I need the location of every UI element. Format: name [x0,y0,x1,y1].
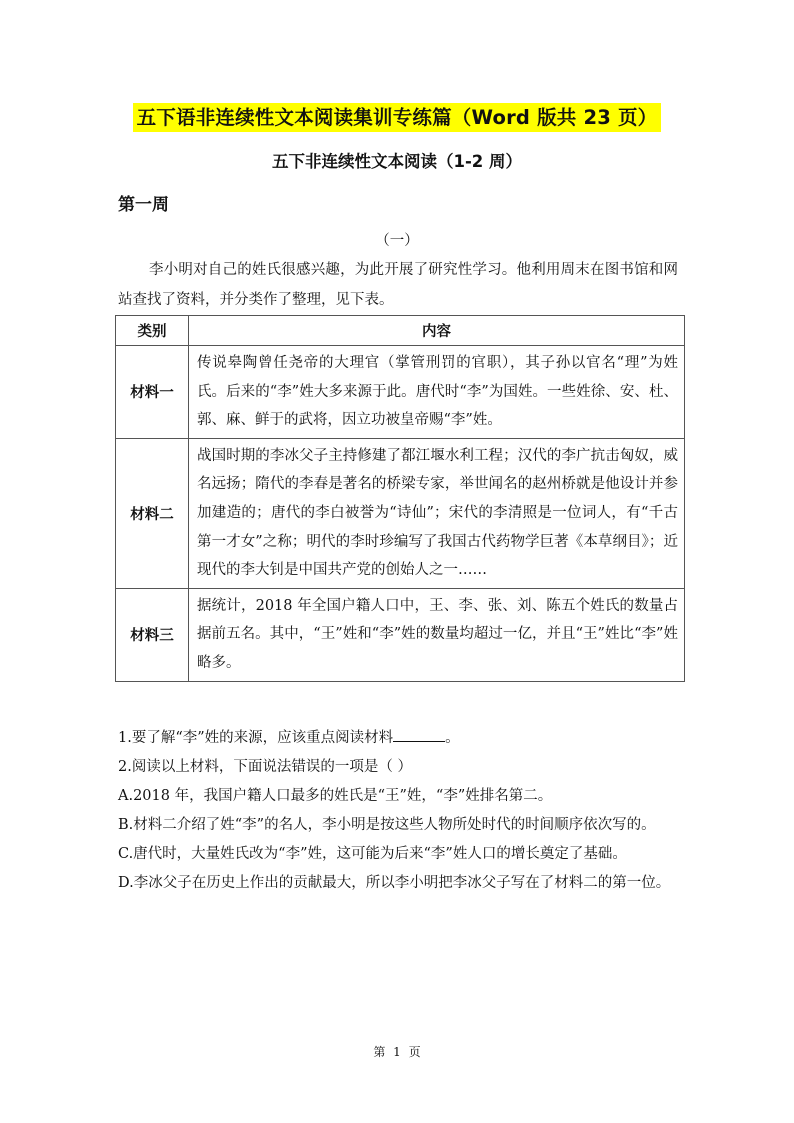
week-heading: 第一周 [118,195,169,215]
main-title [0,102,794,130]
row-category: 材料一 [116,346,189,439]
intro-paragraph: 李小明对自己的姓氏很感兴趣，为此开展了研究性学习。他利用周末在图书馆和网站查找了资料，并分类作了整理，见下表。 [118,262,678,308]
row-content: 传说皋陶曾任尧帝的大理官（掌管刑罚的官职），其子孙以官名“理”为姓氏。后来的“李”姓大多来源于此。唐代时“李”为国姓。一些姓徐、安、杜、郭、麻、鲜于的武将，因立功被皇帝赐“李”姓。 [189,346,685,439]
option-b: B.材料二介绍了姓“李”的名人，李小明是按这些人物所处时代的时间顺序依次写的。 [118,817,656,833]
questions-block [118,724,680,898]
table-row [116,588,685,681]
row-category: 材料二 [116,438,189,588]
sub-title: 五下非连续性文本阅读（1-2 周） [271,152,523,171]
table-header-row [116,316,685,346]
question-1-text: 1.要了解“李”姓的来源，应该重点阅读材料 [118,730,394,746]
row-content: 据统计，2018 年全国户籍人口中，王、李、张、刘、陈五个姓氏的数量占据前五名。其中，“王”姓和“李”姓的数量均超过一亿，并且“王”姓比“李”姓略多。 [189,588,685,681]
header-category: 类别 [116,316,189,346]
table-row [116,438,685,588]
option-c: C.唐代时，大量姓氏改为“李”姓，这可能为后来“李”姓人口的增长奠定了基础。 [118,846,627,862]
table-row [116,346,685,439]
page-number: 第 1 页 [373,1045,421,1059]
option-a: A.2018 年，我国户籍人口最多的姓氏是“王”姓，“李”姓排名第二。 [118,788,553,804]
question-2: 2.阅读以上材料，下面说法错误的一项是（ ） [118,759,412,775]
answer-blank[interactable] [393,727,445,742]
question-1-end: 。 [445,730,460,746]
main-title-text: 五下语非连续性文本阅读集训专练篇（Word 版共 23 页） [133,103,662,132]
header-content: 内容 [189,316,685,346]
row-content: 战国时期的李冰父子主持修建了都江堰水利工程；汉代的李广抗击匈奴，威名远扬；隋代的李春是著名的桥梁专家，举世闻名的赵州桥就是他设计并参加建造的；唐代的李白被誉为“诗仙”；宋代的李清照是一位词人，有“千古第一才女”之称；明代的李时珍编写了我国古代药物学巨著《本草纲目》；近现代的李大钊是中国共产党的创始人之一…… [189,438,685,588]
section-number: （一） [375,233,419,249]
materials-table [115,315,685,682]
question-1 [118,724,680,753]
row-category: 材料三 [116,588,189,681]
option-d: D.李冰父子在历史上作出的贡献最大，所以李小明把李冰父子写在了材料二的第一位。 [118,875,671,891]
